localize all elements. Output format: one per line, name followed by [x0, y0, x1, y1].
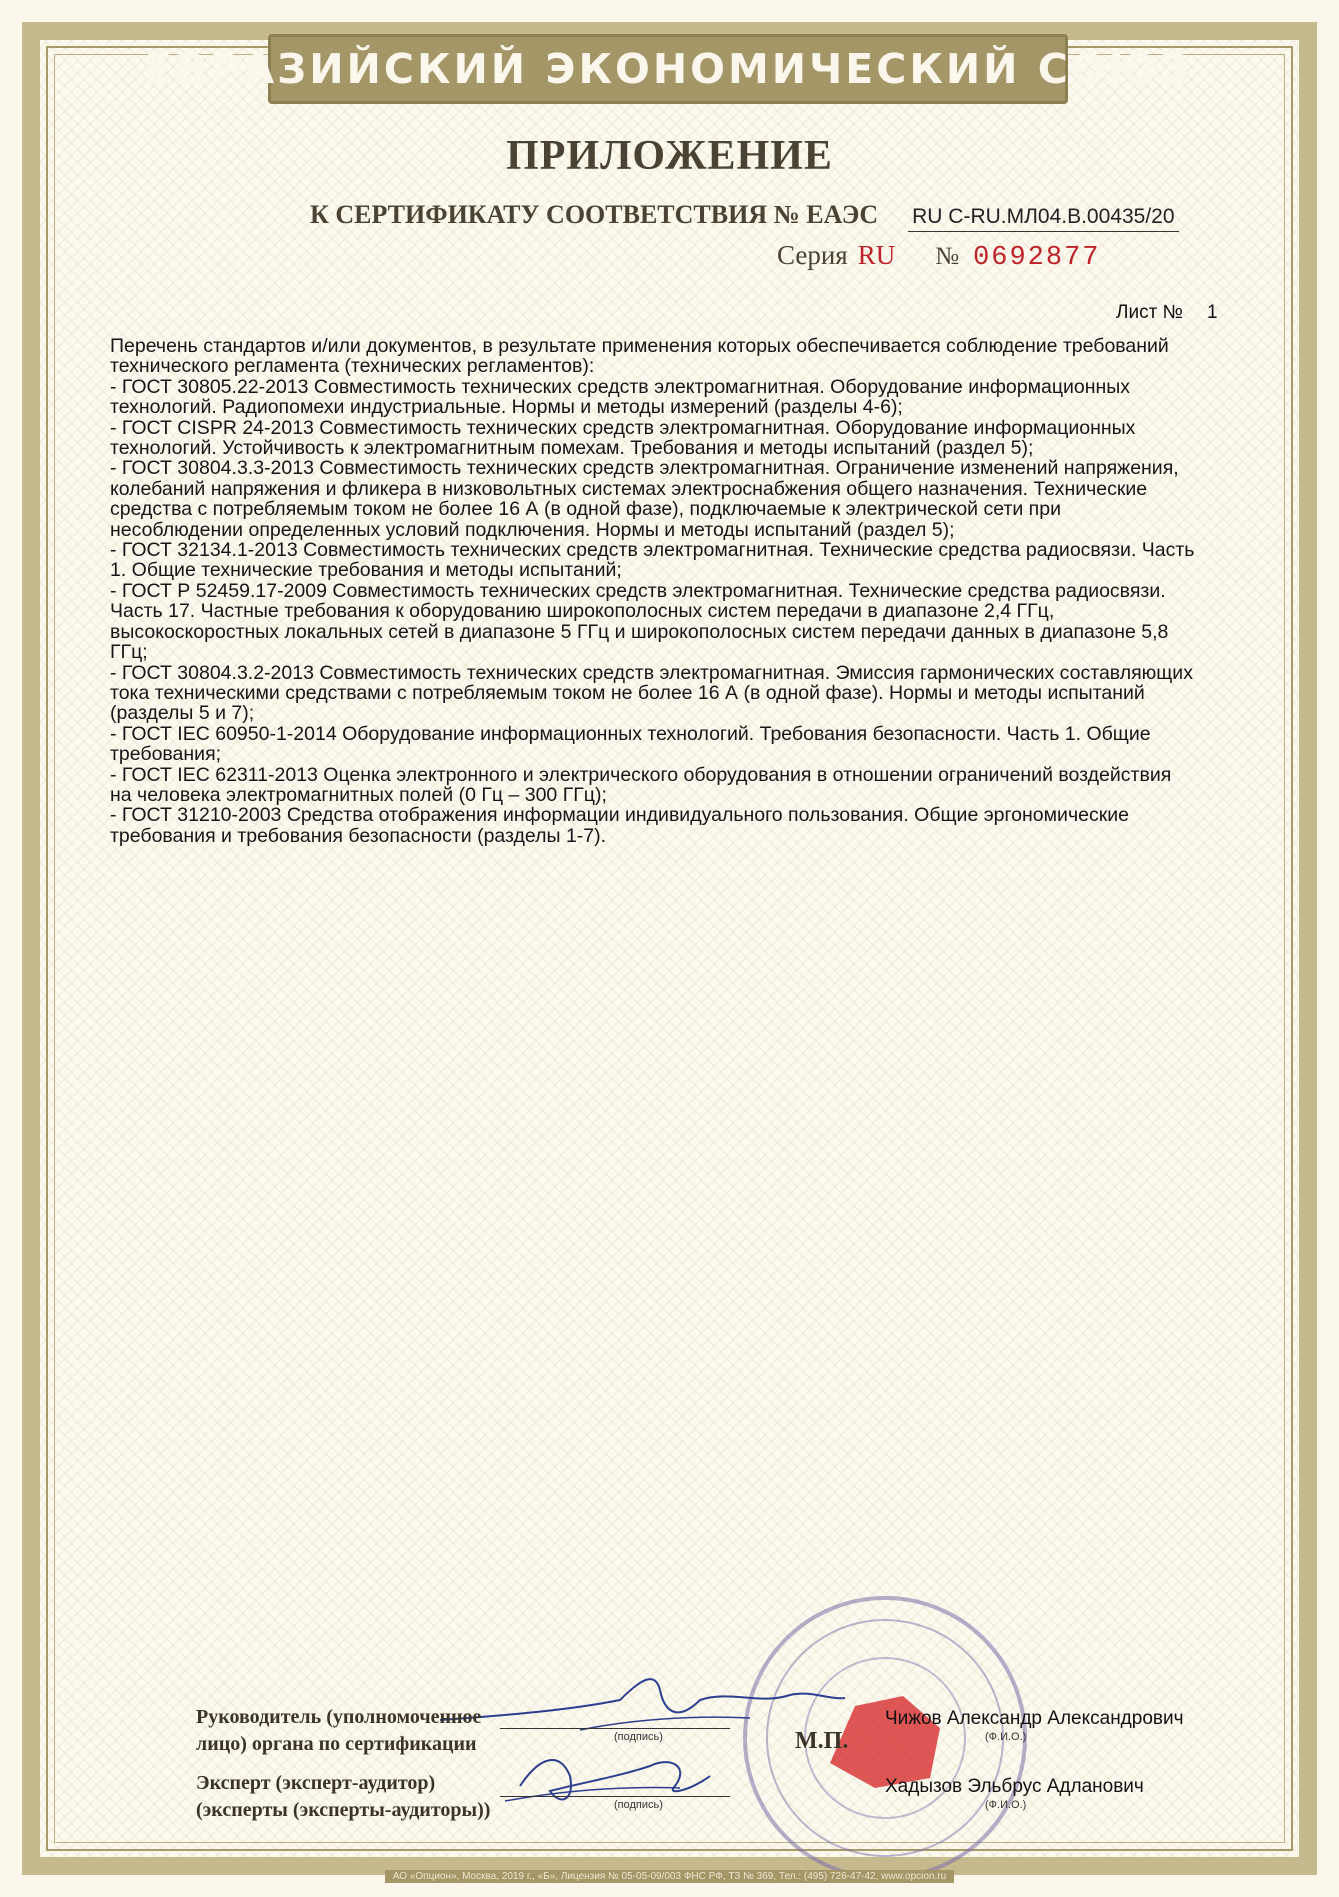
text-line: технологий. Устойчивость к электромагнитным помехам. Требования и методы испытаний (раздел 5);: [110, 437, 1034, 460]
certificate-number: RU C-RU.МЛ04.В.00435/20: [908, 205, 1178, 232]
signature-line-1: [500, 1728, 730, 1729]
expert-name: Хадызов Эльбрус Адланович: [885, 1776, 1144, 1797]
text-line: Часть 17. Частные требования к оборудованию широкополосных систем передачи в диапазоне 2,4 ГГц,: [110, 600, 1055, 623]
guilloche-frame: [22, 22, 1317, 1875]
expert-signature: [500, 1746, 720, 1816]
subtitle-row: [310, 200, 1179, 232]
head-name: Чижов Александр Александрович: [885, 1708, 1184, 1729]
signature-caption-2: (подпись): [614, 1799, 663, 1811]
text-line: требования;: [110, 743, 222, 766]
subtitle: К СЕРТИФИКАТУ СООТВЕТСТВИЯ № ЕАЭС: [310, 200, 879, 229]
fio-caption-2: (Ф.И.О.): [985, 1799, 1027, 1811]
text-line: несоблюдении определенных условий подключения. Нормы и методы испытаний (раздел 5);: [110, 518, 955, 541]
text-line: технического регламента (технических регламентов):: [110, 355, 595, 378]
text-line: ГГц;: [110, 641, 148, 664]
text-line: - ГОСТ Р 52459.17-2009 Совместимость технических средств электромагнитная. Технические средства радиосвязи.: [110, 579, 1166, 602]
text-line: - ГОСТ 32134.1-2013 Совместимость технических средств электромагнитная. Технические средства радиосвязи. Часть: [110, 539, 1195, 562]
text-line: - ГОСТ 31210-2003 Средства отображения информации индивидуального пользования. Общие эргономические: [110, 804, 1129, 827]
text-line: - ГОСТ 30804.3.2-2013 Совместимость технических средств электромагнитная. Эмиссия гармонических составляющих: [110, 661, 1193, 684]
text-line: средства с потребляемым током не более 16 А (в одной фазе), подключаемые к электрической сети при: [110, 498, 1061, 521]
text-line: - ГОСТ CISPR 24-2013 Совместимость технических средств электромагнитная. Оборудование информационных: [110, 416, 1136, 439]
fio-caption-1: (Ф.И.О.): [985, 1731, 1027, 1743]
text-line: - ГОСТ IEC 62311-2013 Оценка электронного и электрического оборудования в отношении ограничений воздействия: [110, 763, 1172, 786]
print-footer: [0, 1871, 1339, 1882]
expert-label: [196, 1770, 490, 1824]
standards-list: [110, 336, 1255, 846]
text-line: колебаний напряжения и фликера в низковольтных системах электроснабжения общего назначения. Технические: [110, 477, 1148, 500]
text-line: требования и требования безопасности (разделы 1-7).: [110, 824, 607, 847]
banner-text: ЕВРАЗИЙСКИЙ ЭКОНОМИЧЕСКИЙ СОЮЗ: [144, 45, 1192, 93]
expert-label-line-1: Эксперт (эксперт-аудитор): [196, 1772, 436, 1794]
text-line: технологий. Радиопомехи индустриальные. Нормы и методы измерений (разделы 4-6);: [110, 396, 903, 419]
text-line: (разделы 5 и 7);: [110, 702, 255, 725]
text-line: на человека электромагнитных полей (0 Гц – 300 ГГц);: [110, 783, 607, 806]
text-line: 1. Общие технические требования и методы испытаний;: [110, 559, 622, 582]
head-label-line-2: лицо) органа по сертификации: [196, 1733, 477, 1755]
text-line: - ГОСТ 30804.3.3-2013 Совместимость технических средств электромагнитная. Ограничение изменений напряжения,: [110, 457, 1179, 480]
text-line: высокоскоростных локальных сетей в диапазоне 5 ГГц и широкополосных систем передачи данных в диапазоне 5,8: [110, 620, 1169, 643]
text-line: - ГОСТ IEC 60950-1-2014 Оборудование информационных технологий. Требования безопасности. Часть 1. Общие: [110, 722, 1151, 745]
text-line: тока техническими средствами с потребляемым током не более 16 А (в одной фазе). Нормы и методы испытаний: [110, 681, 1145, 704]
number-value: 0692877: [973, 243, 1101, 273]
series-row: [777, 240, 1101, 273]
union-banner: [144, 34, 1192, 104]
page-title: ПРИЛОЖЕНИЕ: [506, 133, 833, 179]
expert-label-line-2: (эксперты (эксперты-аудиторы)): [196, 1799, 491, 1821]
sheet-value: 1: [1206, 302, 1218, 323]
series-label: Серия: [777, 240, 848, 270]
head-label-line-1: Руководитель (уполномоченное: [196, 1706, 482, 1728]
sheet-label: Лист №: [1116, 302, 1183, 323]
footer-text: АО «Опцион», Москва, 2019 г., «Б», Лицензия № 05-05-09/003 ФНС РФ, ТЗ № 369, Тел.: (495) 726-47-42, www.opcion.ru: [385, 1870, 954, 1883]
series-value: RU: [857, 240, 896, 270]
sheet-number: [1116, 302, 1218, 324]
text-line: - ГОСТ 30805.22-2013 Совместимость технических средств электромагнитная. Оборудование информационных: [110, 375, 1131, 398]
signature-caption-1: (подпись): [614, 1731, 663, 1743]
stamp-place: М.П.: [795, 1728, 849, 1754]
signature-line-2: [500, 1796, 730, 1797]
head-label: [196, 1704, 481, 1758]
text-line: Перечень стандартов и/или документов, в результате применения которых обеспечивается соблюдение требований: [110, 335, 1169, 357]
number-label: №: [935, 243, 960, 270]
